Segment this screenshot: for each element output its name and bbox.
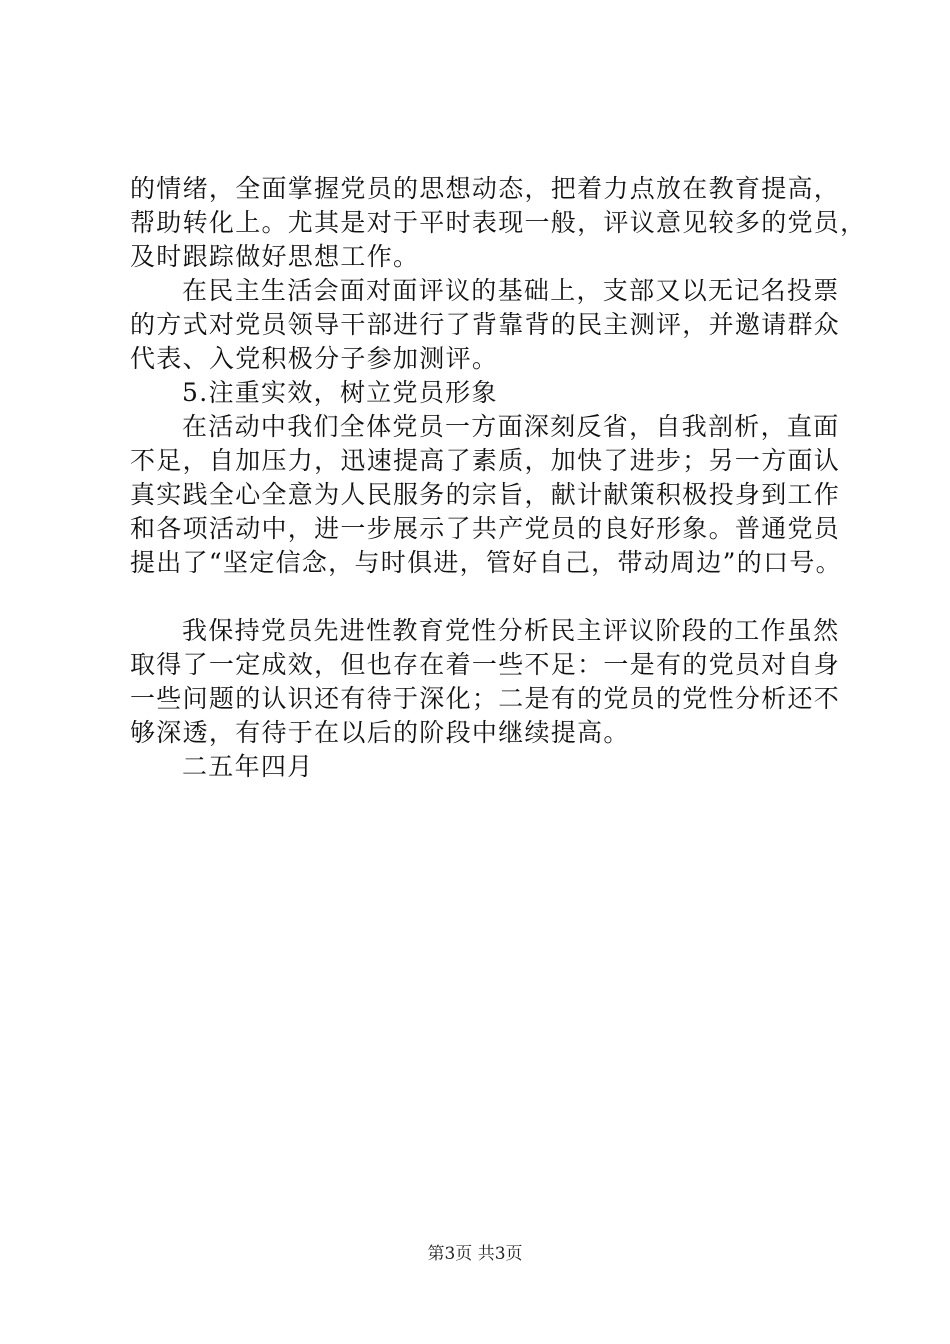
text-line: 的方式对党员领导干部进行了背靠背的民主测评，并邀请群众 xyxy=(130,310,841,339)
text-line: 及时跟踪做好思想工作。 xyxy=(130,242,420,271)
text-line: 和各项活动中，进一步展示了共产党员的良好形象。普通党员 xyxy=(130,514,841,543)
text-line: 不足，自加压力，迅速提高了素质，加快了进步；另一方面认 xyxy=(130,446,841,475)
paragraph-start-line: 我保持党员先进性教育党性分析民主评议阶段的工作虽然 xyxy=(182,616,840,645)
text-line: 一些问题的认识还有待于深化；二是有的党员的党性分析还不 xyxy=(130,684,841,713)
paragraph-start-line: 在民主生活会面对面评议的基础上，支部又以无记名投票 xyxy=(182,276,840,305)
section-heading: 5.注重实效，树立党员形象 xyxy=(182,378,498,407)
text-line: 代表、入党积极分子参加测评。 xyxy=(130,344,499,373)
text-line: 帮助转化上。尤其是对于平时表现一般，评议意见较多的党员， xyxy=(130,208,867,237)
date-line: 二五年四月 xyxy=(182,752,314,781)
text-line: 真实践全心全意为人民服务的宗旨，献计献策积极投身到工作 xyxy=(130,480,841,509)
text-line: 够深透，有待于在以后的阶段中继续提高。 xyxy=(130,718,630,747)
text-line: 取得了一定成效，但也存在着一些不足：一是有的党员对自身 xyxy=(130,650,841,679)
text-line: 的情绪，全面掌握党员的思想动态，把着力点放在教育提高， xyxy=(130,174,841,203)
text-line: 提出了“坚定信念，与时俱进，管好自己，带动周边”的口号。 xyxy=(130,548,842,577)
paragraph-start-line: 在活动中我们全体党员一方面深刻反省，自我剖析，直面 xyxy=(182,412,840,441)
page-number-footer: 第3页 共3页 xyxy=(427,1244,523,1264)
